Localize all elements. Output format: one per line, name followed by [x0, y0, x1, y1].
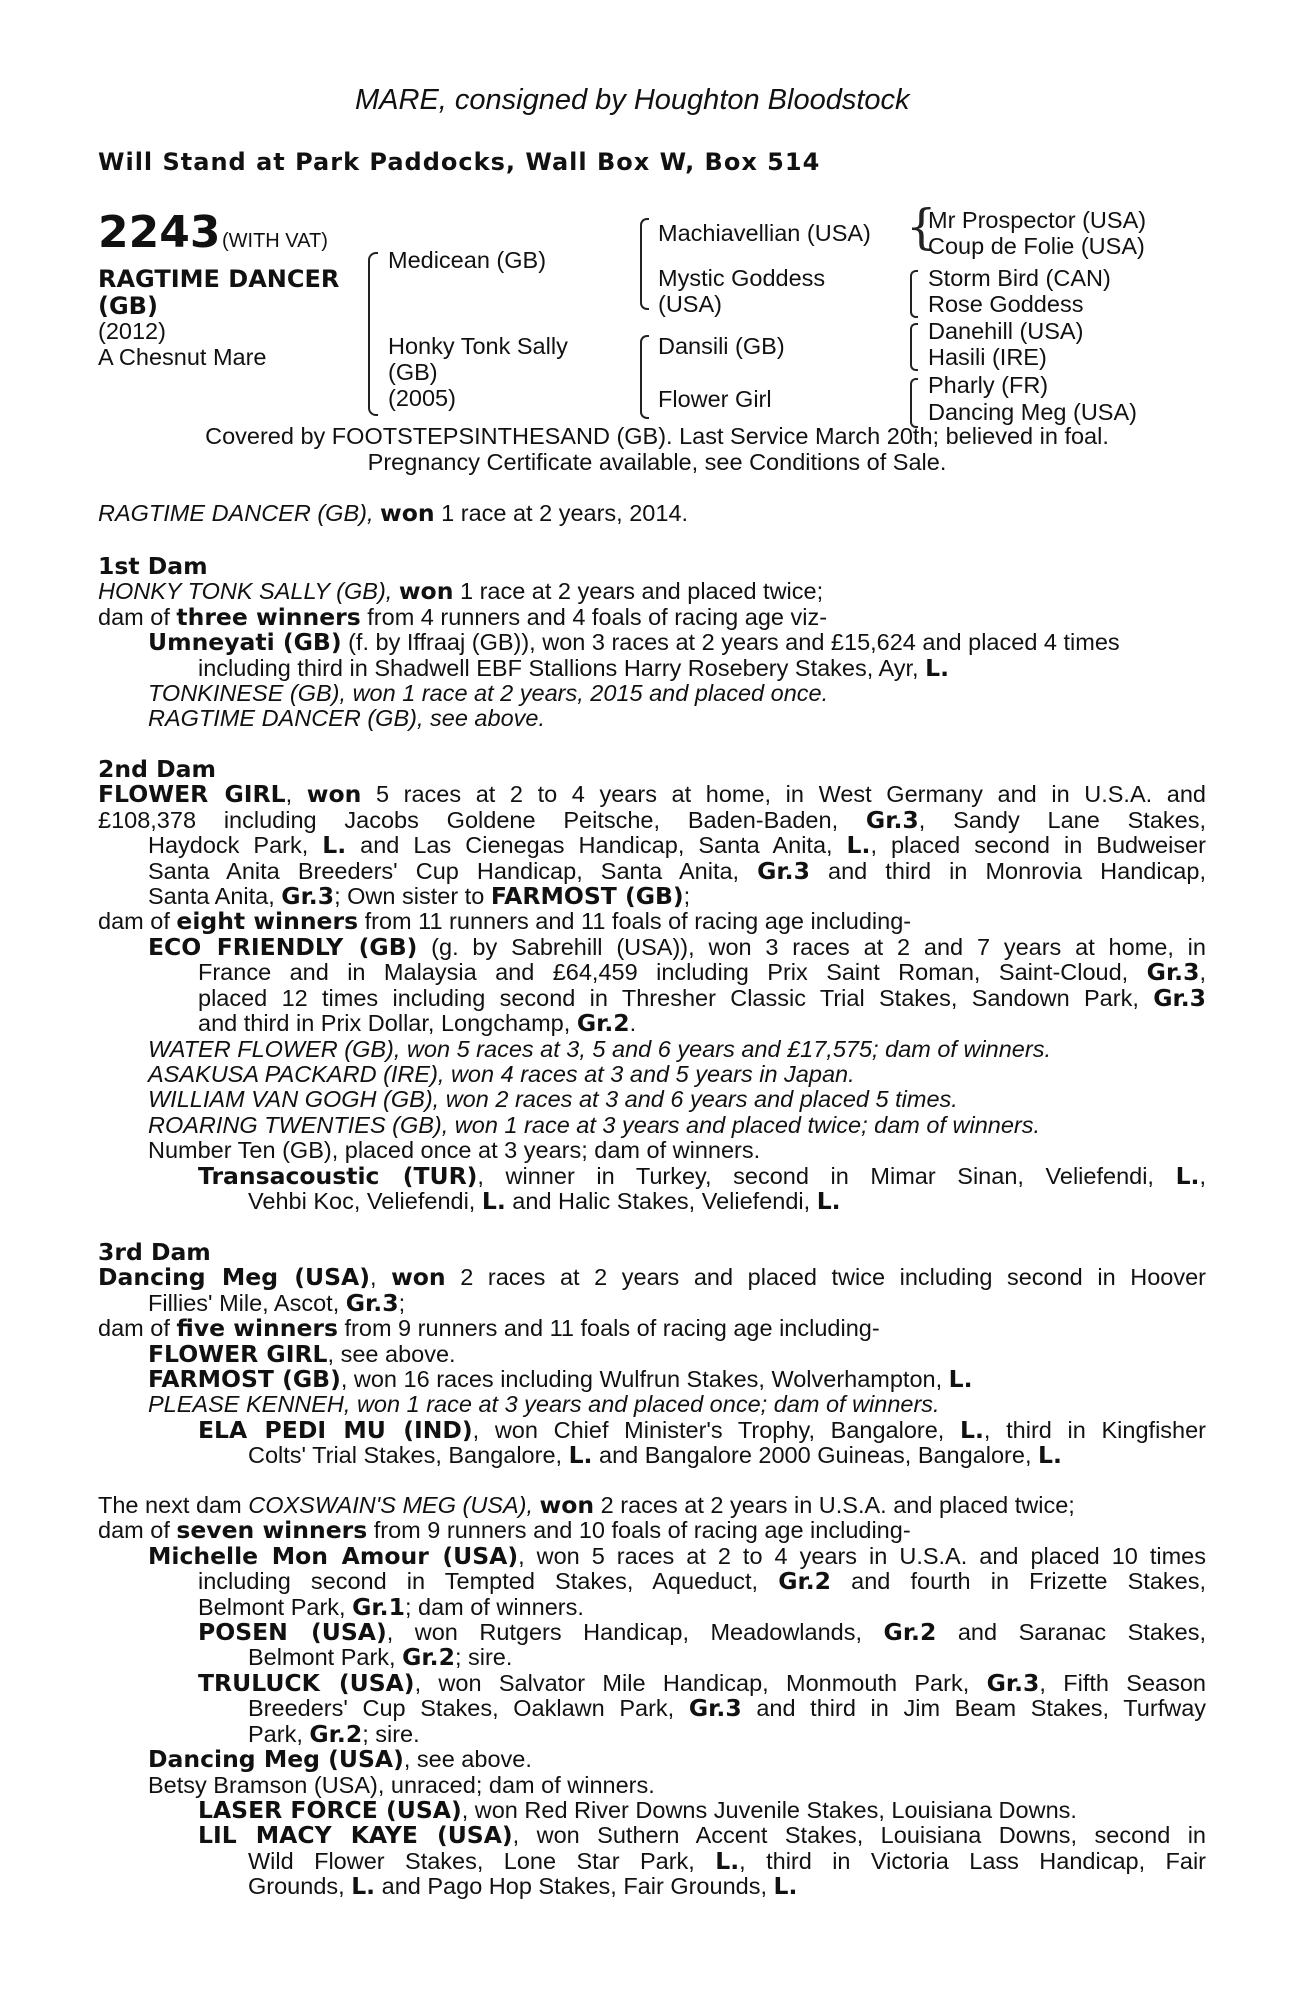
progeny-michelle-line3: Belmont Park, Gr.1; dam of winners. [198, 1593, 584, 1621]
covered-line2: Pregnancy Certificate available, see Conditions of Sale. [367, 449, 947, 475]
sire-dam-line2: (USA) [658, 291, 722, 317]
progeny-roaring-twenties: ROARING TWENTIES (GB), won 1 race at 3 years and placed twice; dam of winners. [148, 1112, 1041, 1138]
third-dam-heading: 3rd Dam [98, 1238, 211, 1266]
sds: Storm Bird (CAN) [928, 265, 1111, 291]
pedigree-brace-3c [910, 323, 918, 371]
second-dam-line6: dam of eight winners from 11 runners and 11 foals of racing age including- [98, 907, 912, 935]
ssd: Coup de Folie (USA) [928, 233, 1145, 259]
progeny-william-van-gogh: WILLIAM VAN GOGH (GB), won 2 races at 3 and 6 years and placed 5 times. [148, 1086, 958, 1112]
lot-name-line1: RAGTIME DANCER [98, 265, 340, 293]
progeny-asakusa-packard: ASAKUSA PACKARD (IRE), won 4 races at 3 and 5 years in Japan. [148, 1061, 855, 1087]
lot-description: A Chesnut Mare [98, 344, 267, 370]
lot-number: 2243 [98, 207, 221, 258]
third-dam-line3: dam of five winners from 9 runners and 11 foals of racing age including- [98, 1314, 880, 1342]
progeny-posen: POSEN (USA), won Rutgers Handicap, Meadowlands, Gr.2 and Saranac Stakes, [198, 1618, 1206, 1646]
second-dam-heading: 2nd Dam [98, 755, 216, 783]
sss: Mr Prospector (USA) [928, 207, 1147, 233]
page-heading: MARE, consigned by Houghton Bloodstock [355, 84, 910, 116]
covered-line1: Covered by FOOTSTEPSINTHESAND (GB). Last Service March 20th; believed in foal. [205, 423, 1109, 449]
progeny-lil-macy-kaye-line2: Wild Flower Stakes, Lone Star Park, L., third in Victoria Lass Handicap, Fair [248, 1847, 1206, 1875]
progeny-ela-pedi-mu-line2: Colts' Trial Stakes, Bangalore, L. and Bangalore 2000 Guineas, Bangalore, L. [248, 1441, 1062, 1469]
progeny-umneyati: Umneyati (GB) (f. by Iffraaj (GB)), won 3 races at 2 years and £15,624 and placed 4 times [148, 628, 1120, 656]
vat-note: (WITH VAT) [222, 230, 328, 252]
progeny-dancing-meg: Dancing Meg (USA), see above. [148, 1745, 532, 1773]
third-dam-line1: Dancing Meg (USA), won 2 races at 2 years and placed twice including second in Hoover [98, 1263, 1206, 1291]
progeny-tonkinese: TONKINESE (GB), won 1 race at 2 years, 2015 and placed once. [148, 680, 829, 706]
stand-location: Will Stand at Park Paddocks, Wall Box W, Box 514 [98, 148, 821, 176]
lot-year: (2012) [98, 318, 166, 344]
dss: Danehill (USA) [928, 318, 1084, 344]
catalogue-page: MARE, consigned by Houghton Bloodstock Will Stand at Park Paddocks, Wall Box W, Box 514 2243 (WITH VAT) RAGTIME DANCER (GB) (2012) A Chesnut Mare Medicean (GB) Honky Tonk Sally (GB) (2005) Machiavellian (USA) Mystic Goddess (USA) Dansili (GB) Flower Girl { Mr Prospector (USA) Coup de Folie (USA) Storm Bird (CAN) Rose Goddess Danehill (USA) Hasili (IRE) Pharly (FR) Dancing Meg (USA) Covered by FOOTSTEPSINTHESAND (GB). Last Service March 20th; believed in foal. Pregnancy Certificate available, see Conditions of Sale. RAGTIME DANCER (GB), won 1 race at 2 years, 2014. 1st Dam HONKY TONK SALLY (GB), won 1 race at 2 years and placed twice; dam of three winners from 4 runners and 4 foals of racing age viz- Umneyati (GB) (f. by Iffraaj (GB)), won 3 races at 2 years and £15,624 and placed 4 times including third in Shadwell EBF Stallions Harry Rosebery Stakes, Ayr, L. TONKINESE (GB), won 1 race at 2 years, 2015 and placed once. RAGTIME DANCER (GB), see above. 2nd Dam FLOWER GIRL, won 5 races at 2 to 4 years at home, in West Germany and in U.S.A. and £108,378 including Jacobs Goldene Peitsche, Baden-Baden, Gr.3, Sandy Lane Stakes, Haydock Park, L. and Las Cienegas Handicap, Santa Anita, L., placed second in Budweiser Santa Anita Breeders' Cup Handicap, Santa Anita, Gr.3 and third in Monrovia Handicap, Santa Anita, Gr.3; Own sister to FARMOST (GB); dam of eight winners from 11 runners and 11 foals of racing age including- ECO FRIENDLY (GB) (g. by Sabrehill (USA)), won 3 races at 2 and 7 years at home, in France and in Malaysia and £64,459 including Prix Saint Roman, Saint-Cloud, Gr.3, placed 12 times including second in Thresher Classic Trial Stakes, Sandown Park, Gr.3 and third in Prix Dollar, Longchamp, Gr.2. WATER FLOWER (GB), won 5 races at 3, 5 and 6 years and £17,575; dam of winners. ASAKUSA PACKARD (IRE), won 4 races at 3 and 5 years in Japan. WILLIAM VAN GOGH (GB), won 2 races at 3 and 6 years and placed 5 times. ROARING TWENTIES (GB), won 1 race at 3 years and placed twice; dam of winners. Number Ten (GB), placed once at 3 years; dam of winners. Transacoustic (TUR), winner in Turkey, second in Mimar Sinan, Veliefendi, L., Vehbi Koc, Veliefendi, L. and Halic Stakes, Veliefendi, L. 3rd Dam Dancing Meg (USA), won 2 races at 2 years and placed twice including second in Hoover Fillies' Mile, Ascot, Gr.3; dam of five winners from 9 runners and 11 foals of racing age including- FLOWER GIRL, see above. FARMOST (GB), won 16 races including Wulfrun Stakes, Wolverhampton, L. PLEASE KENNEH, won 1 race at 3 years and placed once; dam of winners. ELA PEDI MU (IND), won Chief Minister's Trophy, Bangalore, L., third in Kingfisher Colts' Trial Stakes, Bangalore, L. and Bangalore 2000 Guineas, Bangalore, L. The next dam COXSWAIN'S MEG (USA), won 2 races at 2 years in U.S.A. and placed twice; dam of seven winners from 9 runners and 10 foals of racing age including- Michelle Mon Amour (USA), won 5 races at 2 to 4 years in U.S.A. and placed 10 times including second in Tempted Stakes, Aqueduct, Gr.2 and fourth in Frizette Stakes, Belmont Park, Gr.1; dam of winners. POSEN (USA), won Rutgers Handicap, Meadowlands, Gr.2 and Saranac Stakes, Belmont Park, Gr.2; sire. TRULUCK (USA), won Salvator Mile Handicap, Monmouth Park, Gr.3, Fifth Season Breeders' Cup Stakes, Oaklawn Park, Gr.3 and third in Jim Beam Stakes, Turfway Park, Gr.2; sire. Dancing Meg (USA), see above. Betsy Bramson (USA), unraced; dam of winners. LASER FORCE (USA), won Red River Downs Juvenile Stakes, Louisiana Downs. LIL MACY KAYE (USA), won Suthern Accent Stakes, Louisiana Downs, second in Wild Flower Stakes, Lone Star Park, L., third in Victoria Lass Handicap, Fair Grounds, L. and Pago Hop Stakes, Fair Grounds, L. [0, 0, 1314, 2000]
progeny-please-kenneh: PLEASE KENNEH, won 1 race at 3 years and placed once; dam of winners. [148, 1391, 940, 1417]
progeny-michelle-line2: including second in Tempted Stakes, Aqueduct, Gr.2 and fourth in Frizette Stakes, [198, 1567, 1206, 1595]
progeny-lil-macy-kaye: LIL MACY KAYE (USA), won Suthern Accent Stakes, Louisiana Downs, second in [198, 1821, 1206, 1849]
progeny-eco-friendly: ECO FRIENDLY (GB) (g. by Sabrehill (USA)), won 3 races at 2 and 7 years at home, in [148, 933, 1206, 961]
next-dam-line1: The next dam COXSWAIN'S MEG (USA), won 2 races at 2 years in U.S.A. and placed twice; [98, 1491, 1075, 1519]
pedigree-brace-sire [640, 218, 649, 310]
second-dam-line5: Santa Anita, Gr.3; Own sister to FARMOST (GB); [148, 882, 691, 910]
progeny-farmost: FARMOST (GB), won 16 races including Wulfrun Stakes, Wolverhampton, L. [148, 1365, 973, 1393]
pedigree-brace-dam [640, 335, 649, 419]
progeny-michelle-mon-amour: Michelle Mon Amour (USA), won 5 races at 2 to 4 years in U.S.A. and placed 10 times [148, 1542, 1206, 1570]
dam-line1: Honky Tonk Sally [388, 333, 568, 359]
sdd: Rose Goddess [928, 291, 1084, 317]
pedigree-brace-3d [910, 378, 918, 428]
dam-dam: Flower Girl [658, 386, 772, 412]
progeny-laser-force: LASER FORCE (USA), won Red River Downs Juvenile Stakes, Louisiana Downs. [198, 1796, 1077, 1824]
progeny-number-ten: Number Ten (GB), placed once at 3 years; dam of winners. [148, 1137, 761, 1163]
sire-sire: Machiavellian (USA) [658, 220, 871, 246]
pedigree-brace-3b [910, 270, 918, 318]
progeny-eco-friendly-line4: and third in Prix Dollar, Longchamp, Gr.2. [198, 1009, 637, 1037]
progeny-lil-macy-kaye-line3: Grounds, L. and Pago Hop Stakes, Fair Grounds, L. [248, 1872, 798, 1900]
dsd: Hasili (IRE) [928, 344, 1047, 370]
first-dam-line2: dam of three winners from 4 runners and 4 foals of racing age viz- [98, 603, 828, 631]
progeny-ela-pedi-mu: ELA PEDI MU (IND), won Chief Minister's Trophy, Bangalore, L., third in Kingfisher [198, 1416, 1207, 1444]
second-dam-line3: Haydock Park, L. and Las Cienegas Handicap, Santa Anita, L., placed second in Budweiser [148, 831, 1206, 859]
pedigree-brace-main [368, 252, 378, 416]
progeny-water-flower: WATER FLOWER (GB), won 5 races at 3, 5 and 6 years and £17,575; dam of winners. [148, 1036, 1051, 1062]
dam-line3: (2005) [388, 385, 456, 411]
progeny-eco-friendly-line3: placed 12 times including second in Thresher Classic Trial Stakes, Sandown Park, Gr.3 [198, 984, 1206, 1012]
next-dam-line2: dam of seven winners from 9 runners and 10 foals of racing age including- [98, 1516, 911, 1544]
progeny-truluck: TRULUCK (USA), won Salvator Mile Handicap, Monmouth Park, Gr.3, Fifth Season [198, 1669, 1206, 1697]
progeny-posen-line2: Belmont Park, Gr.2; sire. [248, 1643, 513, 1671]
first-dam-line1: HONKY TONK SALLY (GB), won 1 race at 2 years and placed twice; [98, 577, 824, 605]
progeny-transacoustic-line2: Vehbi Koc, Veliefendi, L. and Halic Stakes, Veliefendi, L. [248, 1187, 841, 1215]
progeny-truluck-line3: Park, Gr.2; sire. [248, 1720, 420, 1748]
progeny-ragtime: RAGTIME DANCER (GB), see above. [148, 705, 545, 731]
dds: Pharly (FR) [928, 372, 1049, 398]
third-dam-line2: Fillies' Mile, Ascot, Gr.3; [148, 1289, 406, 1317]
lot-name-line2: (GB) [98, 292, 158, 320]
progeny-eco-friendly-line2: France and in Malaysia and £64,459 including Prix Saint Roman, Saint-Cloud, Gr.3, [198, 958, 1206, 986]
pedigree-brace-3a: { [906, 199, 937, 255]
dam-sire: Dansili (GB) [658, 333, 785, 359]
sire: Medicean (GB) [388, 247, 547, 273]
progeny-flower-girl: FLOWER GIRL, see above. [148, 1340, 456, 1368]
progeny-umneyati-line2: including third in Shadwell EBF Stallions Harry Rosebery Stakes, Ayr, L. [198, 654, 950, 682]
dam-line2: (GB) [388, 359, 438, 385]
progeny-betsy-bramson: Betsy Bramson (USA), unraced; dam of winners. [148, 1772, 655, 1798]
second-dam-line4: Santa Anita Breeders' Cup Handicap, Santa Anita, Gr.3 and third in Monrovia Handicap, [148, 857, 1206, 885]
second-dam-line1: FLOWER GIRL, won 5 races at 2 to 4 years at home, in West Germany and in U.S.A. and [98, 780, 1206, 808]
progeny-truluck-line2: Breeders' Cup Stakes, Oaklawn Park, Gr.3 and third in Jim Beam Stakes, Turfway [248, 1694, 1207, 1722]
second-dam-line2: £108,378 including Jacobs Goldene Peitsche, Baden-Baden, Gr.3, Sandy Lane Stakes, [98, 806, 1206, 834]
progeny-transacoustic: Transacoustic (TUR), winner in Turkey, second in Mimar Sinan, Veliefendi, L., [198, 1162, 1206, 1190]
sire-dam-line1: Mystic Goddess [658, 265, 826, 291]
first-dam-heading: 1st Dam [98, 552, 208, 580]
ddd: Dancing Meg (USA) [928, 399, 1137, 425]
